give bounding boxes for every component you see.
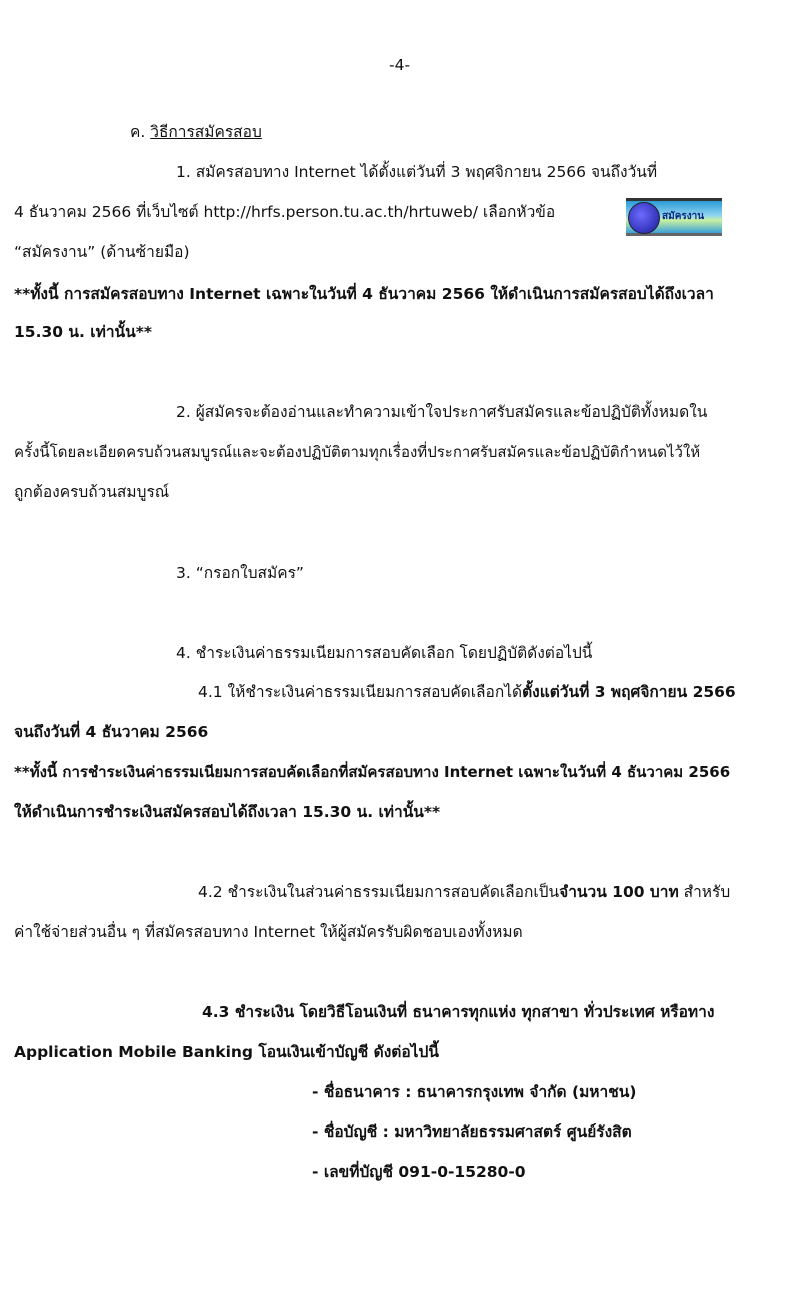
item4-1-note1: **ทั้งนี้ การชำระเงินค่าธรรมเนียมการสอบคัดเลือกที่สมัครสอบทาง Internet เฉพาะในวันที่ 4 ธันวาคม 2566 [14,763,731,781]
page-number: -4- [389,56,411,74]
section-heading [130,122,262,142]
item4-1-line1 [198,682,736,702]
item4-2-tail: สำหรับ [678,883,731,901]
apply-job-button-label: สมัครงาน [662,211,705,222]
item4-3-line1: 4.3 ชำระเงิน โดยวิธีโอนเงินที่ ธนาคารทุกแห่ง ทุกสาขา ทั่วประเทศ หรือทาง [202,1003,715,1021]
account-number: - เลขที่บัญชี 091-0-15280-0 [312,1163,526,1181]
item4-2-line2: ค่าใช้จ่ายส่วนอื่น ๆ ที่สมัครสอบทาง Internet ให้ผู้สมัครรับผิดชอบเองทั้งหมด [14,923,523,941]
apply-job-button[interactable] [626,198,722,236]
item4-1-text: 4.1 ให้ชำระเงินค่าธรรมเนียมการสอบคัดเลือกได้ [198,683,523,701]
item3: 3. “กรอกใบสมัคร” [176,564,304,582]
account-name: - ชื่อบัญชี : มหาวิทยาลัยธรรมศาสตร์ ศูนย์รังสิต [312,1123,632,1141]
item2-line1: 2. ผู้สมัครจะต้องอ่านและทำความเข้าใจประกาศรับสมัครและข้อปฏิบัติทั้งหมดใน [176,403,708,421]
item1-line3: “สมัครงาน” (ด้านซ้ายมือ) [14,243,190,261]
item4-3-line2: Application Mobile Banking โอนเงินเข้าบัญชี ดังต่อไปนี้ [14,1043,439,1061]
heading-prefix: ค. [130,123,146,141]
item1-note2: 15.30 น. เท่านั้น** [14,323,152,341]
bank-name: - ชื่อธนาคาร : ธนาคารกรุงเทพ จำกัด (มหาชน) [312,1083,637,1101]
item2-line3: ถูกต้องครบถ้วนสมบูรณ์ [14,483,170,501]
heading-text: วิธีการสมัครสอบ [150,123,262,141]
item4-1-line2: จนถึงวันที่ 4 ธันวาคม 2566 [14,723,209,741]
item4-2-amount: จำนวน 100 บาท [559,883,679,901]
item4-line1: 4. ชำระเงินค่าธรรมเนียมการสอบคัดเลือก โดยปฏิบัติดังต่อไปนี้ [176,644,593,662]
item1-line2: 4 ธันวาคม 2566 ที่เว็บไซต์ http://hrfs.person.tu.ac.th/hrtuweb/ เลือกหัวข้อ [14,203,556,221]
item1-line1: 1. สมัครสอบทาง Internet ได้ตั้งแต่วันที่ 3 พฤศจิกายน 2566 จนถึงวันที่ [176,163,658,181]
item4-1-note2: ให้ดำเนินการชำระเงินสมัครสอบได้ถึงเวลา 15.30 น. เท่านั้น** [14,803,441,821]
logo-circle-icon [628,202,660,234]
item4-2-text: 4.2 ชำระเงินในส่วนค่าธรรมเนียมการสอบคัดเลือกเป็น [198,883,560,901]
item4-2-line1 [198,882,730,902]
item4-1-dates: ตั้งแต่วันที่ 3 พฤศจิกายน 2566 [522,683,736,701]
item2-line2: ครั้งนี้โดยละเอียดครบถ้วนสมบูรณ์และจะต้องปฏิบัติตามทุกเรื่องที่ประกาศรับสมัครและข้อปฏิบัติกำหนดไว้ให้ [14,443,701,461]
item1-note1: **ทั้งนี้ การสมัครสอบทาง Internet เฉพาะในวันที่ 4 ธันวาคม 2566 ให้ดำเนินการสมัครสอบได้ถึงเวลา [14,285,714,303]
